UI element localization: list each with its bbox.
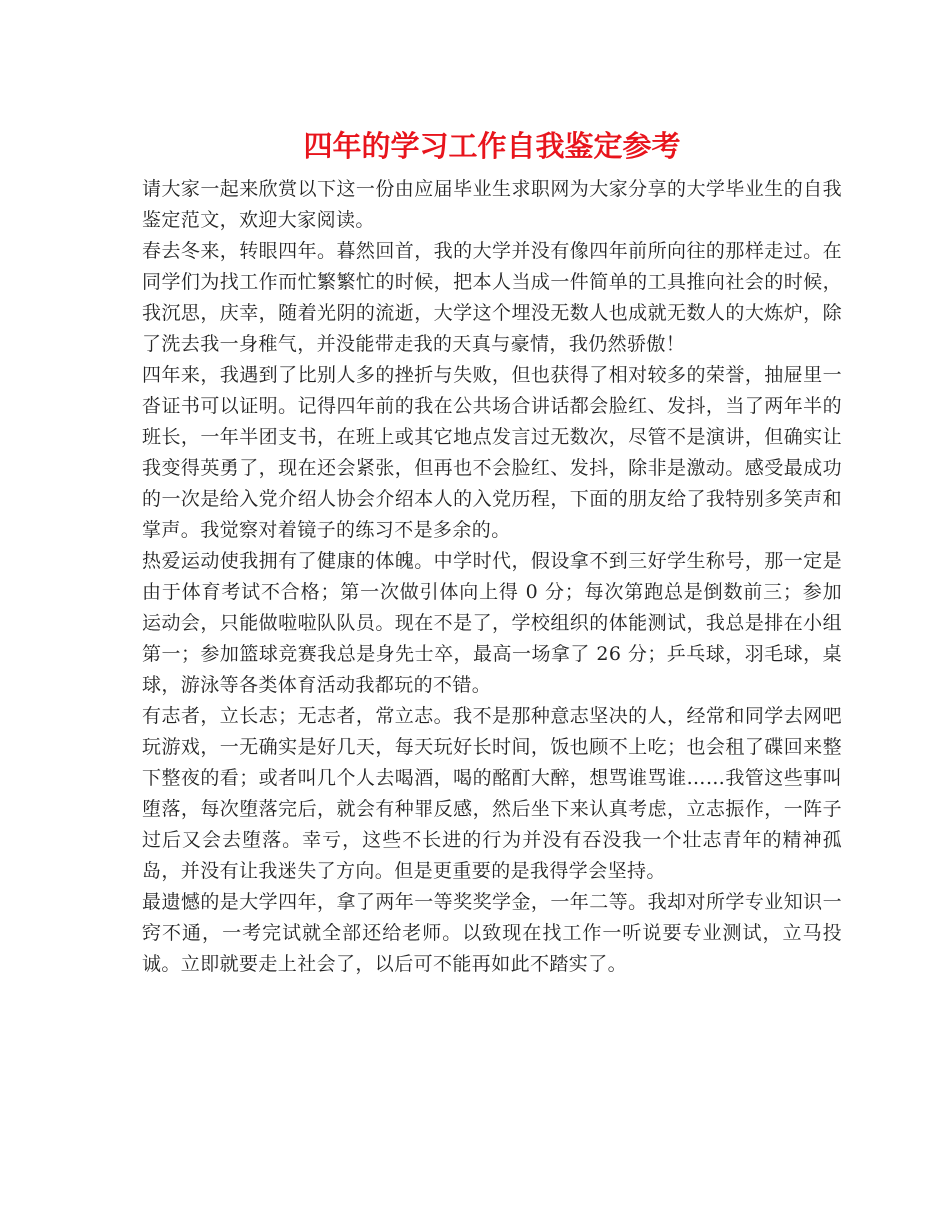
paragraph-sports: 热爱运动使我拥有了健康的体魄。中学时代，假设拿不到三好学生称号，那一定是由于体育考试不合格；第一次做引体向上得 0 分；每次第跑总是倒数前三；参加运动会，只能做啦啦队队员。现在不是了，学校组织的体能测试，我总是排在小组第一；参加篮球竞赛我总是身先士卒，最高一场拿了 26 分；乒乓球，羽毛球，桌球，游泳等各类体育活动我都玩的不错。 — [142, 550, 842, 696]
paragraph-growth: 四年来，我遇到了比别人多的挫折与失败，但也获得了相对较多的荣誉，抽屉里一沓证书可以证明。记得四年前的我在公共场合讲话都会脸红、发抖，当了两年半的班长，一年半团支书，在班上或其它地点发言过无数次，尽管不是演讲，但确实让我变得英勇了，现在还会紧张，但再也不会脸红、发抖，除非是激动。感受最成功的一次是给入党介绍人协会介绍本人的入党历程，下面的朋友给了我特别多笑声和掌声。我觉察对着镜子的练习不是多余的。 — [142, 364, 842, 541]
document-title: 四年的学习工作自我鉴定参考 — [303, 129, 681, 163]
paragraph-reflection: 春去冬来，转眼四年。暮然回首，我的大学并没有像四年前所向往的那样走过。在同学们为找工作而忙繁繁忙的时候，把本人当成一件简单的工具推向社会的时候，我沉思，庆幸，随着光阴的流逝，大学这个埋没无数人也成就无数人的大炼炉，除了洗去我一身稚气，并没能带走我的天真与豪情，我仍然骄傲！ — [142, 240, 842, 355]
paragraph-willpower: 有志者，立长志；无志者，常立志。我不是那种意志坚决的人，经常和同学去网吧玩游戏，一无确实是好几天，每天玩好长时间，饭也顾不上吃；也会租了碟回来整下整夜的看；或者叫几个人去喝酒，喝的酩酊大醉，想骂谁骂谁……我管这些事叫堕落，每次堕落完后，就会有种罪反感，然后坐下来认真考虑，立志振作，一阵子过后又会去堕落。幸亏，这些不长进的行为并没有吞没我一个壮志青年的精神孤岛，并没有让我迷失了方向。但是更重要的是我得学会坚持。 — [142, 705, 842, 882]
document-page — [142, 118, 842, 980]
document-body — [142, 174, 842, 980]
paragraph-regret: 最遗憾的是大学四年，拿了两年一等奖奖学金，一年二等。我却对所学专业知识一窍不通，一考完试就全部还给老师。以致现在找工作一听说要专业测试，立马投诚。立即就要走上社会了，以后可不能再如此不踏实了。 — [142, 891, 842, 975]
paragraph-intro: 请大家一起来欣赏以下这一份由应届毕业生求职网为大家分享的大学毕业生的自我鉴定范文，欢迎大家阅读。 — [142, 178, 842, 231]
